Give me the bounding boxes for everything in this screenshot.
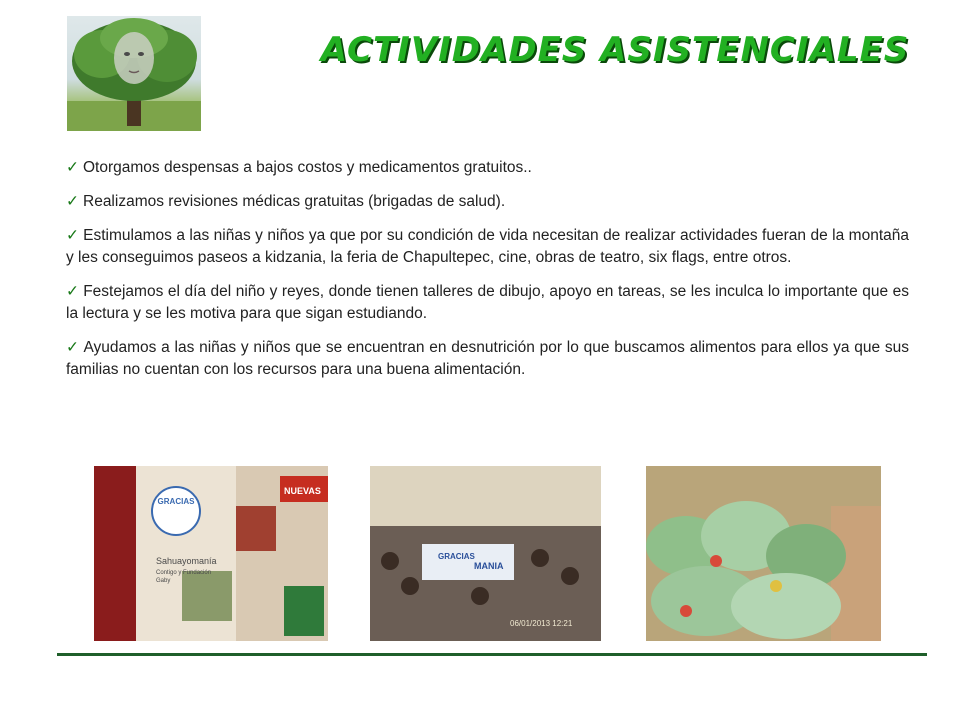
magazine-sub-text: Contigo y Fundación xyxy=(156,570,212,576)
check-icon: ✓ xyxy=(66,158,79,176)
magazine-brand-text: Sahuayomanía xyxy=(156,556,217,566)
check-icon: ✓ xyxy=(66,226,80,244)
banner-brand-text: MANIA xyxy=(474,561,504,571)
list-item: ✓ Estimulamos a las niñas y niños ya que por su condición de vida necesitan de realizar actividades fueran de la montaña y les conseguimos paseos a kidzania, la feria de Chapultepec, cine, obras de teatro, six flags, entre otros. xyxy=(66,226,909,266)
list-item: ✓ Festejamos el día del niño y reyes, donde tienen talleres de dibujo, apoyo en tareas, se les inculca lo importante que es la lectura y se les motiva para que sigan estudiando. xyxy=(66,282,909,322)
check-icon: ✓ xyxy=(66,338,80,356)
children-group-photo xyxy=(370,466,601,641)
tree-face-logo xyxy=(67,16,201,131)
check-icon: ✓ xyxy=(66,282,80,300)
check-icon: ✓ xyxy=(66,192,79,210)
footer-divider xyxy=(57,653,927,656)
food-bags-photo xyxy=(646,466,881,641)
banner-gracias-text: GRACIAS xyxy=(438,552,475,561)
magazine-photo xyxy=(94,466,328,641)
list-item: ✓ Otorgamos despensas a bajos costos y medicamentos gratuitos.. xyxy=(66,158,532,176)
page-title: ACTIVIDADES ASISTENCIALES xyxy=(320,30,910,70)
magazine-name-text: Gaby xyxy=(156,578,171,584)
tree-logo-icon xyxy=(67,16,201,131)
activities-list xyxy=(66,156,909,392)
photo-timestamp: 06/01/2013 12:21 xyxy=(510,619,573,628)
list-item: ✓ Realizamos revisiones médicas gratuitas (brigadas de salud). xyxy=(66,192,506,210)
magazine-nuevas-text: NUEVAS xyxy=(284,486,321,496)
magazine-gracias-text: GRACIAS xyxy=(157,497,195,506)
list-item: ✓ Ayudamos a las niñas y niños que se encuentran en desnutrición por lo que buscamos alimentos para ellos ya que sus familias no cuentan con los recursos para una buena alimentación. xyxy=(66,338,909,378)
